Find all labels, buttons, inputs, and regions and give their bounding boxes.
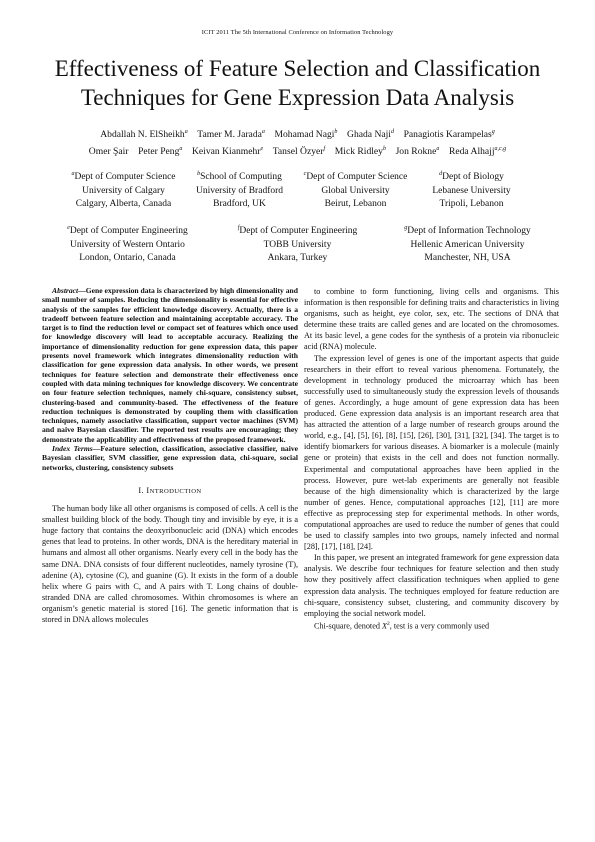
author-affiliation-mark: a: [436, 146, 440, 153]
affiliation-block: [213, 222, 383, 266]
author-list: [20, 125, 575, 159]
chi-square-text-after: , test is a very commonly used: [389, 621, 490, 631]
author-line-1: [20, 125, 575, 142]
affiliation-line: Beirut, Lebanon: [324, 199, 387, 210]
chi-square-sup: 2: [387, 620, 390, 627]
affiliation-line: $^f$Dept of Computer Engineering: [237, 225, 358, 237]
affiliation-mark: g: [404, 225, 408, 231]
author-affiliation-mark: d: [390, 129, 394, 135]
author-affiliation-mark: g: [491, 129, 495, 135]
index-terms: [42, 444, 298, 472]
affiliation-line: London, Ontario, Canada: [79, 253, 176, 264]
body-paragraph: In this paper, we present an integrated framework for gene expression data analysis. We describe four techniques for feature selection and then study how they positively affect classification techniques when applied to gene expression data analysis. The techniques employed for feature reduction are chi-square, consistency subset, clustering, and community discovery by employing the social network model.: [304, 553, 559, 618]
affiliation-line: Ankara, Turkey: [267, 253, 328, 264]
author-affiliation-mark: a,c,g: [494, 146, 507, 153]
affiliation-mark: e: [67, 225, 70, 231]
abstract-label: Abstract: [52, 286, 79, 295]
author-name: Omer Şair: [88, 146, 129, 158]
affiliation-line: Hellenic American University: [410, 239, 525, 250]
body-paragraph: The expression level of genes is one of the important aspects that guide researchers in their effort to reveal various phenomena. Fortunately, the development in technology produced the microarray which has been successfully used to simultaneously study the expression levels of thousands of genes. Accordingly, a huge amount of gene expression data has been produced. Gene expression data analysis is an important research area that has attracted the attention of a large number of research groups around the world, e.g., [4], [5], [6], [8], [15], [26], [30], [31], [32], [34]. The target is to identify biomarkers for various diseases. A biomarker is a molecule (mainly gene or protein) that exists in the cell and does not function normally. Experimental and computational approaches have been applied in the process. However, pure wet-lab experiments are generally not feasible because of the high dimensionality which is characterized by the large number of genes. Hence, computational approaches [12], [11] are more effective as preprocessing step for experimental methods. In other words, computational approaches are used to reduce the number of genes that could be used to classify samples into two groups, namely infected and normal [28], [17], [18], [24].: [304, 353, 559, 552]
affiliation-row-2: [0, 222, 595, 266]
author-affiliation-mark: b: [334, 129, 338, 135]
author-affiliation-mark: e: [260, 146, 264, 153]
index-terms-text: —Feature selection, classification, associative classifier, naive Bayesian classifier, SVM classifier, gene expression data, chi-square, social networks, clustering, consistency subsets: [42, 444, 299, 472]
body-paragraph: to combine to form functioning, living cells and organisms. This information is then responsible for defining traits and characteristics in living organisms, such as height, eye color, sex, etc. The sections of DNA that determine these traits are called genes and are located on the chromosomes. At its basic level, a gene codes for the synthesis of a protein via ribonucleic acid (RNA) molecule.: [304, 287, 559, 352]
chi-square-symbol: X: [381, 621, 387, 631]
affiliation-mark: c: [303, 171, 307, 177]
affiliation-block: [182, 168, 298, 212]
affiliation-mark: d: [439, 171, 443, 177]
affiliation-line: $^d$Dept of Biology: [439, 171, 504, 183]
author-affiliation-mark: a: [184, 129, 188, 135]
author-line-2: [20, 142, 575, 159]
affiliation-line: Tripoli, Lebanon: [439, 199, 504, 210]
affiliation-line: University of Bradford: [195, 185, 284, 196]
affiliation-line: $^c$Dept of Computer Science: [303, 171, 408, 183]
affiliation-line: $^e$Dept of Computer Engineering: [67, 225, 188, 237]
index-terms-label: Index Terms: [52, 444, 93, 454]
affiliation-line: $^a$Dept of Computer Science: [71, 171, 176, 183]
section-numeral: I.: [138, 485, 144, 495]
affiliation-line: $^b$School of Computing: [197, 171, 282, 183]
section-title-rest: NTRODUCTION: [149, 487, 202, 495]
author-name: Abdallah N. ElSheikh: [100, 129, 185, 141]
abstract: [42, 286, 298, 444]
affiliation-line: University of Calgary: [82, 185, 165, 196]
affiliation-mark: a: [71, 171, 75, 177]
body-paragraph: The human body like all other organisms is composed of cells. A cell is the smallest building block of the body. Though tiny and invisible by eye, it is a huge factory that contains the deoxyribonucleic acid (DNA) which encodes genes that lead to proteins. In other words, DNA is the hereditary material in humans and almost all other organisms. Nearly every cell in the body has the same DNA. DNA consists of four different nucleotides, namely tyrosine (T), adenine (A), cytosine (C), and guanine (G). It exists in the form of a double helix where G pairs with C, and A pairs with T. Long chains of double-stranded DNA are called chromosomes. Within chromosomes is where an organism’s genetic material is stored [16]. The genetic information that is stored in DNA allows molecules: [42, 504, 298, 624]
author-affiliation-mark: b: [382, 146, 386, 153]
conference-header: ICIT 2011 The 5th International Conference on Information Technology: [201, 29, 394, 36]
author-name: Tansel Özyer: [272, 146, 324, 158]
affiliation-line: Manchester, NH, USA: [424, 253, 511, 264]
chi-square-text-before: Chi-square, denoted: [314, 621, 382, 631]
paper-title: Effectiveness of Feature Selection and Classification Techniques for Gene Expression Data Analysis: [54, 56, 541, 110]
affiliation-block: [66, 168, 182, 212]
affiliation-mark: f: [237, 225, 240, 231]
affiliation-line: Calgary, Alberta, Canada: [75, 199, 172, 210]
affiliation-line: Bradford, UK: [213, 199, 266, 210]
author-name: Panagiotis Karampelas: [403, 129, 492, 141]
right-column: [304, 286, 559, 632]
affiliation-block: [383, 222, 553, 266]
affiliation-mark: b: [197, 171, 201, 177]
affiliation-line: University of Western Ontario: [70, 239, 185, 250]
affiliation-block: [43, 222, 213, 266]
section-first-letter: I: [146, 485, 150, 495]
author-affiliation-mark: f: [323, 146, 326, 153]
author-name: Keivan Kianmehr: [192, 146, 261, 158]
left-column: [42, 286, 298, 625]
author-name: Tamer M. Jarada: [197, 129, 262, 141]
chi-square-paragraph: [304, 619, 559, 632]
affiliation-line: Lebanese University: [432, 185, 511, 196]
author-name: Jon Rokne: [395, 146, 437, 158]
author-affiliation-mark: a: [261, 129, 265, 135]
affiliation-block: [414, 168, 530, 212]
author-name: Peter Peng: [138, 146, 180, 158]
affiliation-block: [298, 168, 414, 212]
author-name: Mohamad Nagi: [274, 129, 335, 141]
affiliation-line: $^g$Dept of Information Technology: [404, 225, 531, 237]
author-name: Mick Ridley: [334, 146, 383, 158]
author-name: Reda Alhajj: [448, 146, 495, 158]
affiliation-row-1: [0, 168, 595, 212]
author-affiliation-mark: a: [179, 146, 183, 153]
author-name: Ghada Naji: [347, 129, 391, 141]
section-heading-introduction: [42, 485, 298, 497]
abstract-text: —Gene expression data is characterized by high dimensionality and small number of samples. Reducing the dimensionality is essential for effective analysis of the samples for efficient knowledge discovery. Actually, there is a tradeoff between feature selection and maintaining acceptable accuracy. The target is to find the reduction level or compact set of features which once used for knowledge discovery will lead to acceptable accuracy. Realizing the importance of dimensionality reduction for gene expression data, this paper presents novel framework which integrates dimensionality reduction with classification for gene expression data analysis. In other words, we present techniques for feature selection and demonstrate their effectiveness once coupled with data mining techniques for knowledge discovery. We concentrate on four feature selection techniques, namely chi-square, consistency subset, clustering-based and community-based. The effectiveness of the feature reduction techniques is demonstrated by coupling them with classification techniques, namely associative classification, support vector machines (SVM) and naive Bayesian classifier. The reported test results are encouraging; they demonstrate the applicability and effectiveness of the proposed framework.: [42, 286, 298, 444]
introduction-body-left: [42, 503, 298, 625]
introduction-body-right: [304, 286, 559, 619]
affiliation-line: Global University: [321, 185, 390, 196]
affiliation-line: TOBB University: [263, 239, 332, 250]
